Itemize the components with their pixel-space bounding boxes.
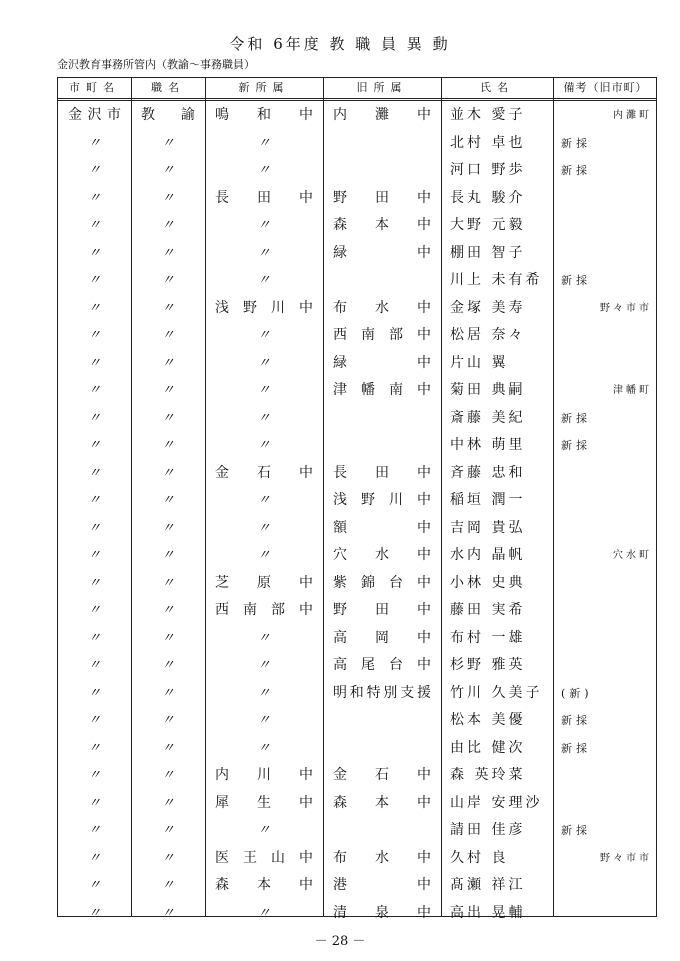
name-cell: 由比 健次 <box>450 739 526 756</box>
city-cell: 〃 <box>87 438 101 453</box>
city-cell: 〃 <box>87 630 101 646</box>
remark-cell <box>553 212 658 239</box>
job-cell: 〃 <box>161 658 175 673</box>
old-school-cell: 森 本 中 <box>333 794 431 811</box>
old-school-cell <box>323 405 441 432</box>
city-cell: 〃 <box>87 493 101 508</box>
name-cell: 河口 野歩 <box>450 162 526 178</box>
city-cell: 〃 <box>87 740 101 756</box>
job-cell: 〃 <box>161 603 175 618</box>
table-row <box>58 405 658 432</box>
old-school-cell <box>323 267 441 294</box>
name-cell: 竹川 久美子 <box>450 684 543 701</box>
remark-cell: 新採 <box>561 411 591 425</box>
new-school-cell: 医 王 山 中 <box>215 849 313 866</box>
new-school-cell: 〃 <box>257 438 271 453</box>
header-name: 氏名 <box>480 81 514 94</box>
new-school-cell: 森 本 中 <box>215 877 313 893</box>
city-cell: 〃 <box>87 355 101 371</box>
header-city: 市町名 <box>69 81 120 94</box>
table-row <box>58 432 658 459</box>
old-school-cell: 高 岡 中 <box>333 629 431 646</box>
remark-cell <box>553 652 658 679</box>
name-cell: 森 英玲菜 <box>450 767 526 783</box>
table-row <box>58 872 658 899</box>
job-cell: 〃 <box>161 190 175 206</box>
old-school-cell: 津 幡 南 中 <box>333 382 431 398</box>
remark-cell <box>553 790 658 817</box>
remark-cell <box>553 625 658 652</box>
new-school-cell: 金 石 中 <box>215 464 313 481</box>
remark-cell <box>553 460 658 487</box>
name-cell: 大野 元毅 <box>450 217 526 233</box>
new-school-cell: 芝 原 中 <box>215 574 313 591</box>
table-row <box>58 322 658 349</box>
city-cell: 〃 <box>87 603 101 618</box>
table-row <box>58 487 658 514</box>
job-cell: 〃 <box>161 410 175 426</box>
remark-cell: 津幡町 <box>613 385 652 396</box>
new-school-cell: 〃 <box>257 328 271 343</box>
old-school-cell: 内 灘 中 <box>333 107 431 123</box>
new-school-cell: 〃 <box>257 163 271 178</box>
table-row <box>58 707 658 734</box>
old-school-cell: 野 田 中 <box>333 189 431 206</box>
table-row <box>58 762 658 789</box>
header-new-school: 新所属 <box>238 81 290 94</box>
city-cell: 〃 <box>87 383 101 398</box>
new-school-cell: 浅 野 川 中 <box>215 299 313 316</box>
new-school-cell: 〃 <box>257 548 271 563</box>
city-cell: 〃 <box>87 548 101 563</box>
remark-cell <box>553 570 658 597</box>
table-row <box>58 790 658 817</box>
name-cell: 斎藤 美紀 <box>450 409 526 426</box>
old-school-cell: 西 南 部 中 <box>333 327 431 343</box>
remark-cell: 新採 <box>561 741 591 755</box>
old-school-cell: 港 中 <box>333 877 431 893</box>
remark-cell: 内灘町 <box>613 110 652 121</box>
header-job: 職名 <box>151 81 185 94</box>
new-school-cell: 〃 <box>257 905 271 921</box>
table-row <box>58 542 658 569</box>
old-school-cell: 緑 中 <box>333 354 431 371</box>
city-cell: 〃 <box>87 273 101 288</box>
remark-cell <box>553 872 658 899</box>
remark-cell <box>553 762 658 789</box>
name-cell: 松居 奈々 <box>450 327 526 343</box>
name-cell: 小林 史典 <box>450 574 526 591</box>
remark-cell: 新採 <box>561 136 591 150</box>
remark-cell: 新採 <box>561 439 591 452</box>
job-cell: 〃 <box>161 740 175 756</box>
old-school-cell: 長 田 中 <box>333 464 431 481</box>
city-cell: 〃 <box>87 465 101 481</box>
old-school-cell: 紫 錦 台 中 <box>333 574 431 591</box>
job-cell: 〃 <box>161 548 175 563</box>
name-cell: 高出 晃輔 <box>450 904 526 921</box>
city-cell: 〃 <box>87 520 101 536</box>
city-cell: 〃 <box>87 135 101 151</box>
job-cell: 〃 <box>161 630 175 646</box>
city-cell: 〃 <box>87 878 101 893</box>
table-row <box>58 900 658 927</box>
name-cell: 片山 翼 <box>450 354 509 371</box>
name-cell: 杉野 雅英 <box>450 657 526 673</box>
remark-cell <box>553 597 658 624</box>
remark-cell <box>553 515 658 542</box>
new-school-cell: 鳴 和 中 <box>215 107 313 123</box>
old-school-cell: 森 本 中 <box>333 217 431 233</box>
name-cell: 中林 萌里 <box>450 437 526 453</box>
city-cell: 〃 <box>87 905 101 921</box>
name-cell: 菊田 典嗣 <box>450 382 526 398</box>
name-cell: 長丸 駿介 <box>450 189 526 206</box>
new-school-cell: 〃 <box>257 218 271 233</box>
name-cell: 棚田 智子 <box>450 244 526 261</box>
city-cell: 〃 <box>87 823 101 838</box>
table-row <box>58 267 658 294</box>
name-cell: 髙瀬 祥江 <box>450 877 526 893</box>
table-row <box>58 350 658 377</box>
remark-cell: 新採 <box>561 274 591 287</box>
city-cell: 〃 <box>87 218 101 233</box>
new-school-cell: 犀 生 中 <box>215 794 313 811</box>
old-school-cell <box>323 707 441 734</box>
name-cell: 北村 卓也 <box>450 134 526 151</box>
remark-cell <box>553 322 658 349</box>
name-cell: 吉岡 貴弘 <box>450 519 526 536</box>
job-cell: 教 諭 <box>141 107 195 123</box>
job-cell: 〃 <box>161 520 175 536</box>
new-school-cell: 内 川 中 <box>215 767 313 783</box>
table-row <box>58 212 658 239</box>
remark-cell: 穴水町 <box>613 550 652 561</box>
table-row <box>58 625 658 652</box>
table-row <box>58 240 658 267</box>
old-school-cell: 金 石 中 <box>333 767 431 783</box>
table-row <box>58 185 658 212</box>
name-cell: 藤田 実希 <box>450 602 526 618</box>
section-subtitle: 金沢教育事務所管内（教諭～事務職員） <box>57 58 255 71</box>
city-cell: 〃 <box>87 328 101 343</box>
job-cell: 〃 <box>161 878 175 893</box>
job-cell: 〃 <box>161 163 175 178</box>
city-cell: 〃 <box>87 245 101 261</box>
city-cell: 〃 <box>87 768 101 783</box>
old-school-cell: 清 泉 中 <box>333 904 431 921</box>
old-school-cell: 布 水 中 <box>333 849 431 866</box>
name-cell: 山岸 安理沙 <box>450 794 543 811</box>
table-row <box>58 460 658 487</box>
old-school-cell: 緑 中 <box>333 244 431 261</box>
city-cell: 〃 <box>87 795 101 811</box>
city-cell: 〃 <box>87 713 101 728</box>
table-row <box>58 680 658 707</box>
old-school-cell <box>323 817 441 844</box>
old-school-cell: 布 水 中 <box>333 299 431 316</box>
old-school-cell: 穴 水 中 <box>333 547 431 563</box>
remark-cell: 野々市市 <box>600 852 652 864</box>
table-row <box>58 377 658 404</box>
name-cell: 久村 良 <box>450 849 509 866</box>
job-cell: 〃 <box>161 465 175 481</box>
job-cell: 〃 <box>161 795 175 811</box>
table-row <box>58 735 658 762</box>
job-cell: 〃 <box>161 300 175 316</box>
name-cell: 布村 一雄 <box>450 629 526 646</box>
old-school-cell: 高 尾 台 中 <box>333 657 431 673</box>
table-row <box>58 570 658 597</box>
name-cell: 松本 美優 <box>450 712 526 728</box>
remark-cell: 新採 <box>561 164 591 177</box>
city-cell: 〃 <box>87 575 101 591</box>
remark-cell: 新採 <box>561 824 591 837</box>
new-school-cell: 〃 <box>257 685 271 701</box>
job-cell: 〃 <box>161 245 175 261</box>
remark-cell <box>553 350 658 377</box>
new-school-cell: 〃 <box>257 245 271 261</box>
new-school-cell: 〃 <box>257 135 271 151</box>
table-row <box>58 817 658 844</box>
table-row <box>58 130 658 157</box>
table-row <box>58 597 658 624</box>
new-school-cell: 〃 <box>257 658 271 673</box>
new-school-cell: 〃 <box>257 520 271 536</box>
job-cell: 〃 <box>161 713 175 728</box>
new-school-cell: 〃 <box>257 273 271 288</box>
job-cell: 〃 <box>161 575 175 591</box>
old-school-cell: 野 田 中 <box>333 602 431 618</box>
table-row <box>58 652 658 679</box>
job-cell: 〃 <box>161 438 175 453</box>
old-school-cell <box>323 130 441 157</box>
remark-cell <box>553 240 658 267</box>
new-school-cell: 〃 <box>257 630 271 646</box>
old-school-cell <box>323 735 441 762</box>
new-school-cell: 西 南 部 中 <box>215 602 313 618</box>
old-school-cell: 明 和 特 別 支 援 <box>333 684 431 701</box>
header-old-school: 旧所属 <box>356 81 408 94</box>
remark-cell <box>553 185 658 212</box>
city-cell: 〃 <box>87 410 101 426</box>
new-school-cell: 〃 <box>257 355 271 371</box>
old-school-cell: 額 中 <box>333 519 431 536</box>
job-cell: 〃 <box>161 493 175 508</box>
header-remarks: 備考（旧市町） <box>563 81 648 94</box>
job-cell: 〃 <box>161 273 175 288</box>
city-cell: 〃 <box>87 300 101 316</box>
name-cell: 並木 愛子 <box>450 107 526 123</box>
remark-cell: 野々市市 <box>600 302 652 314</box>
job-cell: 〃 <box>161 685 175 701</box>
name-cell: 水内 晶帆 <box>450 547 526 563</box>
name-cell: 金塚 美寿 <box>450 299 526 316</box>
job-cell: 〃 <box>161 850 175 866</box>
remark-cell <box>553 487 658 514</box>
job-cell: 〃 <box>161 383 175 398</box>
new-school-cell: 〃 <box>257 410 271 426</box>
new-school-cell: 長 田 中 <box>215 189 313 206</box>
name-cell: 請田 佳彦 <box>450 822 526 838</box>
page-number: － 28 － <box>314 934 366 949</box>
name-cell: 川上 未有希 <box>450 272 543 288</box>
city-cell: 〃 <box>87 850 101 866</box>
city-cell: 〃 <box>87 658 101 673</box>
remark-cell: (新) <box>561 686 593 700</box>
remark-cell: 新採 <box>561 714 591 727</box>
job-cell: 〃 <box>161 823 175 838</box>
new-school-cell: 〃 <box>257 740 271 756</box>
transfer-table <box>57 77 657 921</box>
name-cell: 斉藤 忠和 <box>450 464 526 481</box>
old-school-cell <box>323 157 441 184</box>
remark-cell <box>553 900 658 927</box>
new-school-cell: 〃 <box>257 383 271 398</box>
new-school-cell: 〃 <box>257 823 271 838</box>
name-cell: 稲垣 潤一 <box>450 492 526 508</box>
table-row <box>58 102 658 129</box>
city-cell: 〃 <box>87 163 101 178</box>
table-row <box>58 515 658 542</box>
old-school-cell: 浅 野 川 中 <box>333 492 431 508</box>
job-cell: 〃 <box>161 768 175 783</box>
job-cell: 〃 <box>161 135 175 151</box>
city-cell: 金 沢 市 <box>68 107 121 123</box>
new-school-cell: 〃 <box>257 713 271 728</box>
table-row <box>58 845 658 872</box>
job-cell: 〃 <box>161 218 175 233</box>
table-row <box>58 295 658 322</box>
page-title: 令和 6年度 教 職 員 異 動 <box>229 35 451 53</box>
old-school-cell <box>323 432 441 459</box>
new-school-cell: 〃 <box>257 493 271 508</box>
job-cell: 〃 <box>161 328 175 343</box>
job-cell: 〃 <box>161 355 175 371</box>
city-cell: 〃 <box>87 685 101 701</box>
table-row <box>58 157 658 184</box>
city-cell: 〃 <box>87 190 101 206</box>
job-cell: 〃 <box>161 905 175 921</box>
